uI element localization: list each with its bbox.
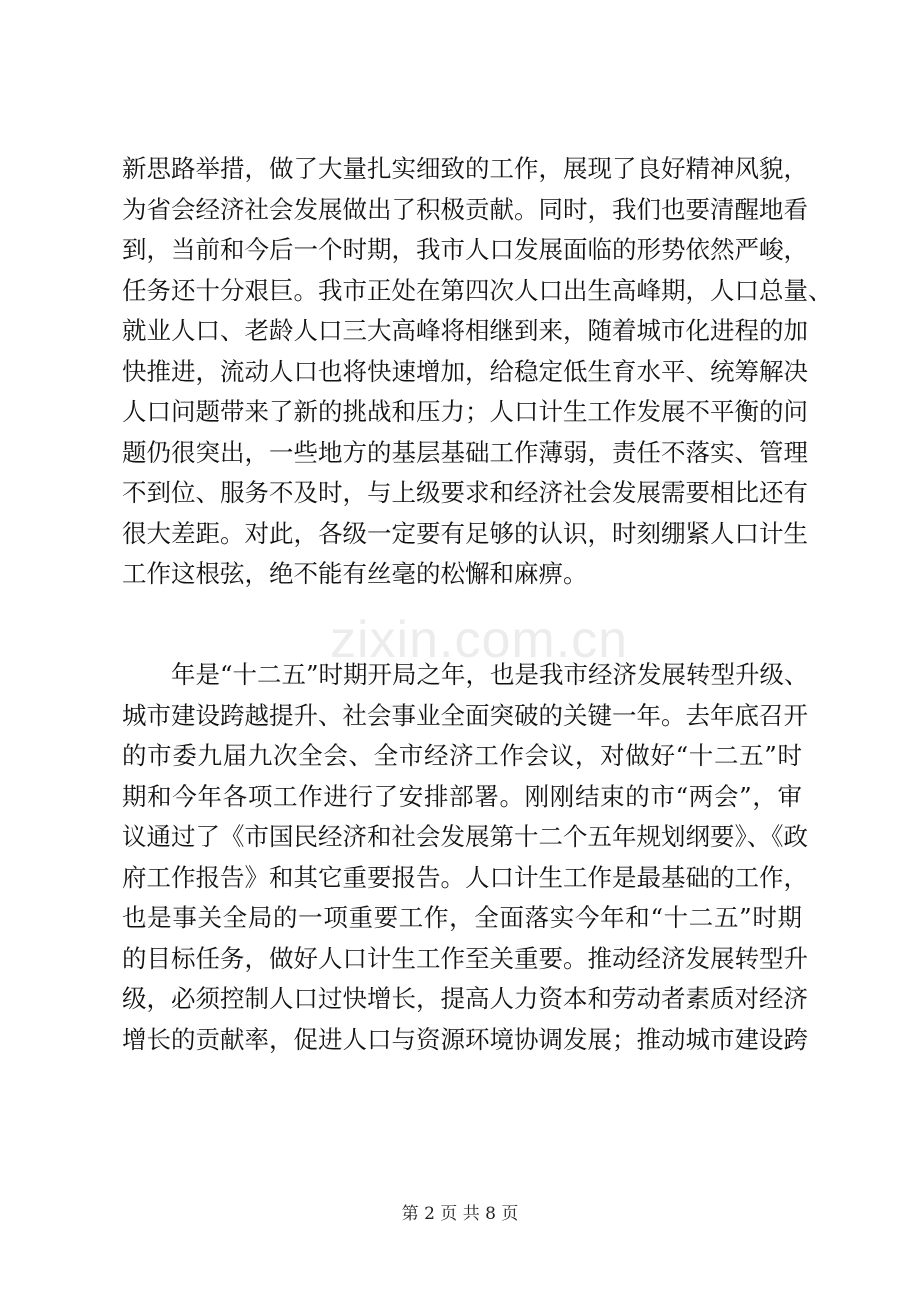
text-line: 期和今年各项工作进行了安排部署。刚刚结束的市“两会”，审 [122, 781, 802, 811]
text-line: 为省会经济社会发展做出了积极贡献。同时，我们也要清醒地看 [122, 194, 808, 224]
text-line: 级，必须控制人口过快增长，提高人力资本和劳动者素质对经济 [122, 984, 808, 1013]
page-footer: 第 2 页 共 8 页 [401, 1204, 519, 1224]
watermark: zixin.com.cn [330, 611, 629, 669]
text-line: 议通过了《市国民经济和社会发展第十二个五年规划纲要》、《政 [122, 822, 808, 851]
text-line: 也是事关全局的一项重要工作，全面落实今年和“十二五”时期 [122, 903, 802, 932]
text-line: 到，当前和今后一个时期，我市人口发展面临的形势依然严峻， [122, 235, 808, 264]
text-line: 的目标任务，做好人口计生工作至关重要。推动经济发展转型升 [122, 943, 808, 973]
text-line: 很大差距。对此，各级一定要有足够的认识，时刻绷紧人口计生 [122, 518, 808, 548]
text-line: 人口问题带来了新的挑战和压力；人口计生工作发展不平衡的问 [122, 397, 808, 426]
text-line: 增长的贡献率，促进人口与资源环境协调发展；推动城市建设跨 [122, 1024, 808, 1054]
paragraph-2 [122, 655, 809, 1060]
text-line: 新思路举措，做了大量扎实细致的工作，展现了良好精神风貌， [122, 154, 808, 183]
text-line: 快推进，流动人口也将快速增加，给稳定低生育水平、统筹解决 [122, 356, 808, 386]
text-line: 就业人口、老龄人口三大高峰将相继到来，随着城市化进程的加 [122, 316, 808, 345]
text-line: 工作这根弦，绝不能有丝毫的松懈和麻痹。 [122, 559, 588, 588]
text-line: 城市建设跨越提升、社会事业全面突破的关键一年。去年底召开 [122, 700, 808, 730]
text-line: 年是“十二五”时期开局之年，也是我市经济发展转型升级、 [171, 660, 809, 689]
paragraph-1 [122, 149, 833, 595]
text-line: 的市委九届九次全会、全市经济工作会议，对做好“十二五”时 [122, 741, 802, 770]
text-line: 任务还十分艰巨。我市正处在第四次人口出生高峰期，人口总量、 [122, 275, 833, 305]
text-line: 不到位、服务不及时，与上级要求和经济社会发展需要相比还有 [122, 478, 808, 507]
text-line: 府工作报告》和其它重要报告。人口计生工作是最基础的工作， [122, 862, 808, 892]
text-line: 题仍很突出，一些地方的基层基础工作薄弱，责任不落实、管理 [122, 437, 808, 467]
